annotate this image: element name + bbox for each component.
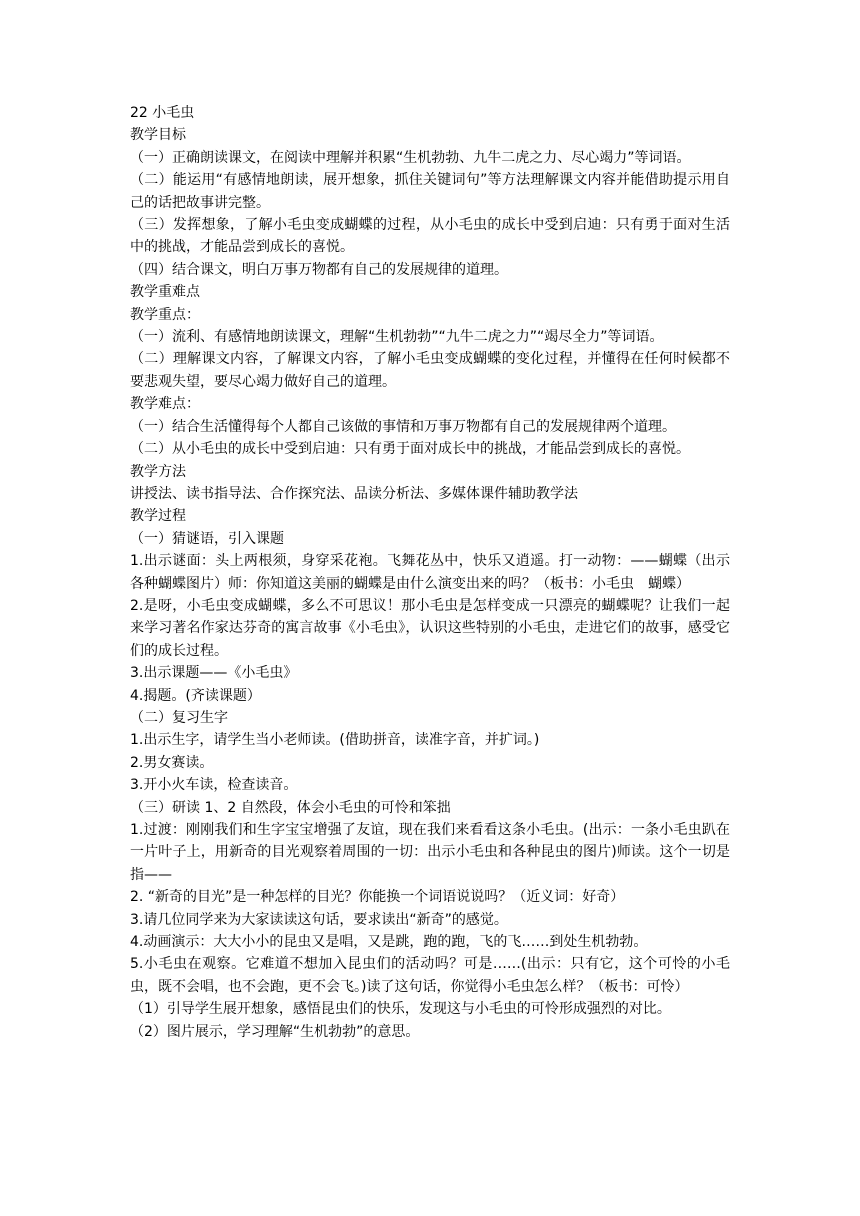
process-paragraph: 3.开小火车读，检查读音。 <box>130 777 298 794</box>
process-paragraph: 5.小毛虫在观察。它难道不想加入昆虫们的活动吗？可是……(出示：只有它，这个可怜的小毛虫，既不会唱，也不会跑，更不会飞。)读了这句话，你觉得小毛虫怎么样？（板书：可怜） <box>130 956 730 995</box>
process-paragraph: 1.出示生字，请学生当小老师读。(借助拼音，读准字音，并扩词。) <box>130 732 540 749</box>
goal-item-1: （一）正确朗读课文，在阅读中理解并积累“生机勃勃、九牛二虎之力、尽心竭力”等词语。 <box>130 149 691 166</box>
difficulty-item-1: （一）结合生活懂得每个人都自己该做的事情和万事万物都有自己的发展规律两个道理。 <box>130 418 676 435</box>
subheading-focus: 教学重点： <box>130 306 200 323</box>
process-paragraph: 2. “新奇的目光”是一种怎样的目光？你能换一个词语说说吗？（近义词：好奇） <box>130 889 625 906</box>
methods-text: 讲授法、读书指导法、合作探究法、品读分析法、多媒体课件辅助教学法 <box>130 485 578 502</box>
section-heading-methods: 教学方法 <box>130 463 186 480</box>
document-page <box>130 102 730 1043</box>
process-paragraph: 1.出示谜面：头上两根须，身穿采花袍。飞舞花丛中，快乐又逍遥。打一动物：——蝴蝶（出示各种蝴蝶图片）师：你知道这美丽的蝴蝶是由什么演变出来的吗？（板书：小毛虫 蝴蝶） <box>130 553 730 592</box>
process-paragraph: 3.请几位同学来为大家读读这句话，要求读出“新奇”的感觉。 <box>130 911 508 928</box>
process-step-2-heading: （二）复习生字 <box>130 709 228 726</box>
process-paragraph: 1.过渡：刚刚我们和生字宝宝增强了友谊，现在我们来看看这条小毛虫。(出示：一条小毛虫趴在一片叶子上，用新奇的目光观察着周围的一切：出示小毛虫和各种昆虫的图片)师读。这个一切是指—— <box>130 822 730 883</box>
process-paragraph: 2.是呀，小毛虫变成蝴蝶，多么不可思议！那小毛虫是怎样变成一只漂亮的蝴蝶呢？让我们一起来学习著名作家达芬奇的寓言故事《小毛虫》，认识这些特别的小毛虫，走进它们的故事，感受它们的成长过程。 <box>130 597 730 659</box>
process-paragraph: 3.出示课题——《小毛虫》 <box>130 665 298 682</box>
section-heading-process: 教学过程 <box>130 508 186 525</box>
subheading-difficulty: 教学难点： <box>130 396 200 413</box>
difficulty-item-2: （二）从小毛虫的成长中受到启迪：只有勇于面对成长中的挑战，才能品尝到成长的喜悦。 <box>130 441 690 458</box>
process-paragraph: 4.动画演示：大大小小的昆虫又是唱，又是跳，跑的跑，飞的飞……到处生机勃勃。 <box>130 934 648 951</box>
process-paragraph: （1）引导学生展开想象，感悟昆虫们的快乐，发现这与小毛虫的可怜形成强烈的对比。 <box>130 1001 671 1018</box>
process-step-3-heading: （三）研读 1、2 自然段，体会小毛虫的可怜和笨拙 <box>130 799 451 816</box>
process-paragraph: 4.揭题。(齐读课题） <box>130 687 261 704</box>
process-paragraph: （2）图片展示，学习理解“生机勃勃”的意思。 <box>130 1023 420 1040</box>
section-heading-goals: 教学目标 <box>130 127 186 144</box>
focus-item-2: （二）理解课文内容，了解课文内容，了解小毛虫变成蝴蝶的变化过程，并懂得在任何时候都不要悲观失望，要尽心竭力做好自己的道理。 <box>130 351 730 390</box>
process-step-1-heading: （一）猜谜语，引入课题 <box>130 530 284 547</box>
lesson-title: 22 小毛虫 <box>130 105 195 121</box>
focus-item-1: （一）流利、有感情地朗读课文，理解“生机勃勃”“九牛二虎之力”“竭尽全力”等词语。 <box>130 329 664 346</box>
section-heading-key-points: 教学重难点 <box>130 284 200 301</box>
goal-item-3: （三）发挥想象，了解小毛虫变成蝴蝶的过程，从小毛虫的成长中受到启迪：只有勇于面对生活中的挑战，才能品尝到成长的喜悦。 <box>130 217 730 256</box>
goal-item-4: （四）结合课文，明白万事万物都有自己的发展规律的道理。 <box>130 261 508 278</box>
goal-item-2: （二）能运用“有感情地朗读，展开想象，抓住关键词句”等方法理解课文内容并能借助提示用自己的话把故事讲完整。 <box>130 172 730 211</box>
process-paragraph: 2.男女赛读。 <box>130 754 214 771</box>
